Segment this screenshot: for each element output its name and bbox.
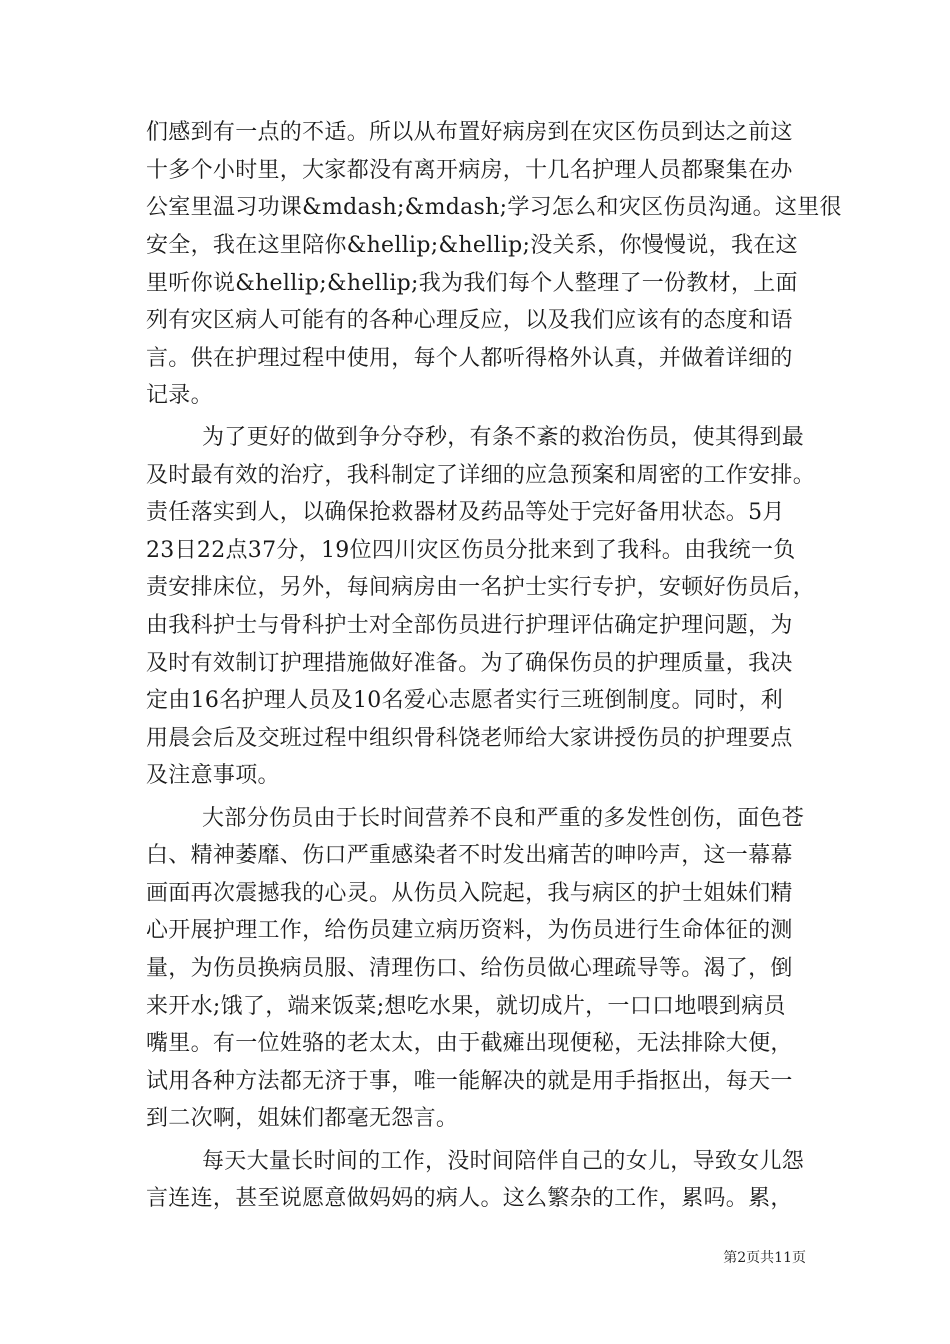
text-line: 责任落实到人，以确保抢救器材及药品等处于完好备用状态。5月 xyxy=(146,500,785,525)
text-line: 心开展护理工作，给伤员建立病历资料，为伤员进行生命体征的测 xyxy=(146,918,793,943)
text-line: 们感到有一点的不适。所以从布置好病房到在灾区伤员到达之前这 xyxy=(146,120,793,145)
text-line: 由我科护士与骨科护士对全部伤员进行护理评估确定护理问题，为 xyxy=(146,613,793,638)
paragraph-start-line: 大部分伤员由于长时间营养不良和严重的多发性创伤，面色苍 xyxy=(202,806,805,831)
paragraph-start-line: 每天大量长时间的工作，没时间陪伴自己的女儿，导致女儿怨 xyxy=(202,1149,805,1174)
text-line: 量，为伤员换病员服、清理伤口、给伤员做心理疏导等。渴了，倒 xyxy=(146,956,793,981)
text-line: 及时有效制订护理措施做好准备。为了确保伤员的护理质量，我决 xyxy=(146,651,793,676)
text-line: 列有灾区病人可能有的各种心理反应，以及我们应该有的态度和语 xyxy=(146,308,793,333)
text-line: 画面再次震撼我的心灵。从伤员入院起，我与病区的护士姐妹们精 xyxy=(146,881,793,906)
text-line: 来开水;饿了，端来饭菜;想吃水果，就切成片，一口口地喂到病员 xyxy=(146,994,786,1019)
text-line: 到二次啊，姐妹们都毫无怨言。 xyxy=(146,1106,459,1131)
text-line: 公室里温习功课&mdash;&mdash;学习怎么和灾区伤员沟通。这里很 xyxy=(146,195,842,220)
paragraph-start-line: 为了更好的做到争分夺秒，有条不紊的救治伤员，使其得到最 xyxy=(202,425,805,450)
text-line: 及时最有效的治疗，我科制定了详细的应急预案和周密的工作安排。 xyxy=(146,463,816,488)
text-line: 言连连，甚至说愿意做妈妈的病人。这么繁杂的工作，累吗。累， xyxy=(146,1186,793,1211)
text-line: 十多个小时里，大家都没有离开病房，十几名护理人员都聚集在办 xyxy=(146,158,793,183)
page-number: 第2页共11页 xyxy=(723,1250,806,1266)
text-line: 里听你说&hellip;&hellip;我为我们每个人整理了一份教材，上面 xyxy=(146,271,798,296)
text-line: 及注意事项。 xyxy=(146,763,280,788)
text-line: 23日22点37分，19位四川灾区伤员分批来到了我科。由我统一负 xyxy=(146,538,796,563)
text-line: 责安排床位，另外，每间病房由一名护士实行专护，安顿好伤员后， xyxy=(146,575,816,600)
text-line: 定由16名护理人员及10名爱心志愿者实行三班倒制度。同时，利 xyxy=(146,688,783,713)
text-line: 安全，我在这里陪你&hellip;&hellip;没关系，你慢慢说，我在这 xyxy=(146,233,798,258)
text-line: 嘴里。有一位姓骆的老太太，由于截瘫出现便秘，无法排除大便， xyxy=(146,1031,793,1056)
text-line: 白、精神萎靡、伤口严重感染者不时发出痛苦的呻吟声，这一幕幕 xyxy=(146,843,793,868)
text-line: 试用各种方法都无济于事，唯一能解决的就是用手指抠出，每天一 xyxy=(146,1069,793,1094)
text-line: 记录。 xyxy=(146,383,213,408)
text-line: 用晨会后及交班过程中组织骨科饶老师给大家讲授伤员的护理要点 xyxy=(146,726,793,751)
text-line: 言。供在护理过程中使用，每个人都听得格外认真，并做着详细的 xyxy=(146,346,793,371)
